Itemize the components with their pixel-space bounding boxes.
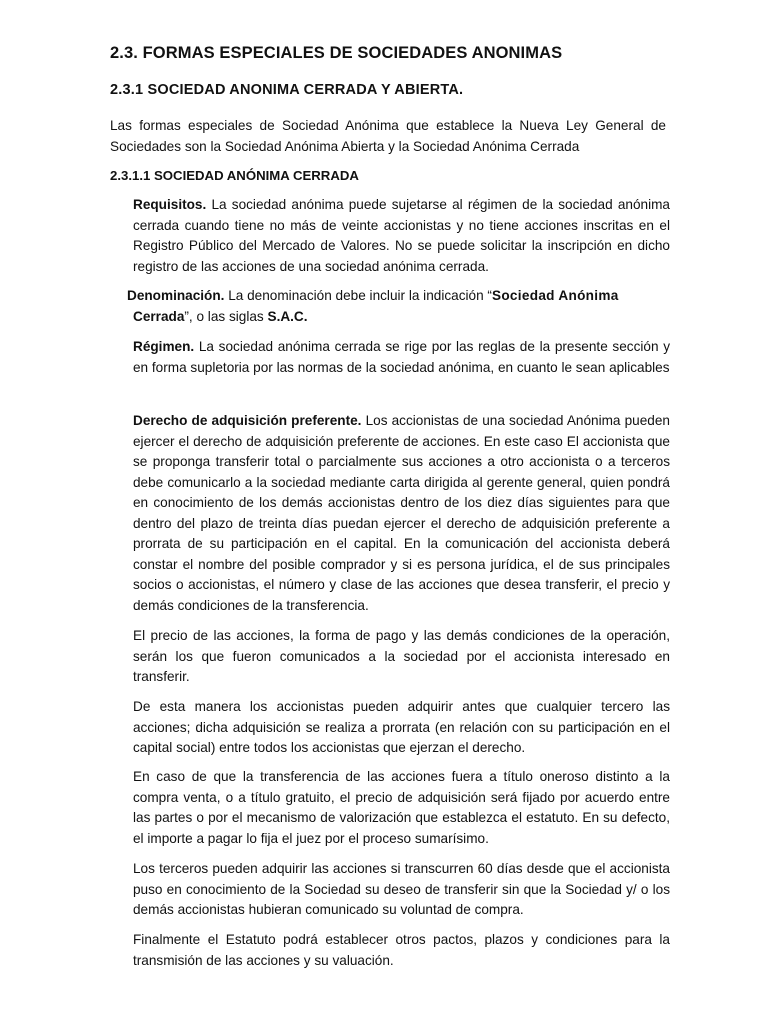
derecho-paragraph xyxy=(133,411,670,616)
caso-paragraph: En caso de que la transferencia de las acciones fuera a título oneroso distinto a la compra venta, o a título gratuito, el precio de adquisición será fijado por acuerdo entre las partes o por el mecanismo de valorización que establezca el estatuto. En su defecto, el importe a pagar lo fija el juez por el proceso sumarísimo. xyxy=(133,769,670,846)
requisitos-text: La sociedad anónima puede sujetarse al régimen de la sociedad anónima cerrada cuando tiene no más de veinte accionistas y no tiene acciones inscritas en el Registro Público del Mercado de Valores. No se puede solicitar la inscripción en dicho registro de las acciones de una sociedad anónima cerrada. xyxy=(133,197,670,274)
requisitos-paragraph xyxy=(133,195,670,277)
final-paragraph: Finalmente el Estatuto podrá establecer otros pactos, plazos y condiciones para la transmisión de las acciones y su valuación. xyxy=(133,932,670,968)
denominacion-label: Denominación. xyxy=(127,288,225,303)
derecho-label: Derecho de adquisición preferente. xyxy=(133,413,362,428)
regimen-text: La sociedad anónima cerrada se rige por las reglas de la presente sección y en forma supletoria por las normas de la sociedad anónima, en cuanto le sean aplicables xyxy=(133,339,670,375)
regimen-paragraph xyxy=(133,337,670,378)
section-subtitle: 2.3.1 SOCIEDAD ANONIMA CERRADA Y ABIERTA. xyxy=(110,82,464,98)
manera-paragraph: De esta manera los accionistas pueden adquirir antes que cualquier tercero las acciones; dicha adquisición se realiza a prorrata (en relación con su participación en el capital social) entre todos los accionistas que ejerzan el derecho. xyxy=(133,699,670,755)
denominacion-paragraph xyxy=(127,286,663,327)
intro-paragraph: Las formas especiales de Sociedad Anónima que establece la Nueva Ley General de Sociedades son la Sociedad Anónima Abierta y la Sociedad Anónima Cerrada xyxy=(110,118,666,154)
requisitos-label: Requisitos. xyxy=(133,197,207,212)
derecho-text: Los accionistas de una sociedad Anónima pueden ejercer el derecho de adquisición preferente de acciones. En este caso El accionista que se proponga transferir total o parcialmente sus acciones a otro accionista o a terceros debe comunicarlo a la sociedad mediante carta dirigida al gerente general, quien pondrá en conocimiento de los demás accionistas dentro de los diez días siguientes para que dentro del plazo de treinta días puedan ejercer el derecho de adquisición preferente a prorrata de su participación en el capital. En la comunicación del accionista deberá constar el nombre del posible comprador y si es persona jurídica, el de sus principales socios o accionistas, el número y clase de las acciones que desea transferir, el precio y demás condiciones de la transferencia. xyxy=(133,413,670,613)
subsection-heading: 2.3.1.1 SOCIEDAD ANÓNIMA CERRADA xyxy=(110,168,359,183)
denominacion-text: La denominación debe incluir la indicación “ xyxy=(224,288,492,303)
denominacion-text-2: ”, o las siglas xyxy=(184,308,268,324)
terceros-paragraph: Los terceros pueden adquirir las acciones si transcurren 60 días desde que el accionista puso en conocimiento de la Sociedad su deseo de transferir sin que la Sociedad y/ o los demás accionistas hubieran comunicado su voluntad de compra. xyxy=(133,861,670,917)
regimen-label: Régimen. xyxy=(133,339,195,354)
page-title: 2.3. FORMAS ESPECIALES DE SOCIEDADES ANONIMAS xyxy=(110,44,563,62)
denominacion-name-part2: Cerrada xyxy=(133,308,185,324)
precio-paragraph: El precio de las acciones, la forma de pago y las demás condiciones de la operación, serán los que fueron comunicados a la sociedad por el accionista interesado en transferir. xyxy=(133,628,670,684)
denominacion-siglas: S.A.C. xyxy=(267,308,308,324)
denominacion-name-part1: Sociedad Anónima xyxy=(491,288,619,303)
